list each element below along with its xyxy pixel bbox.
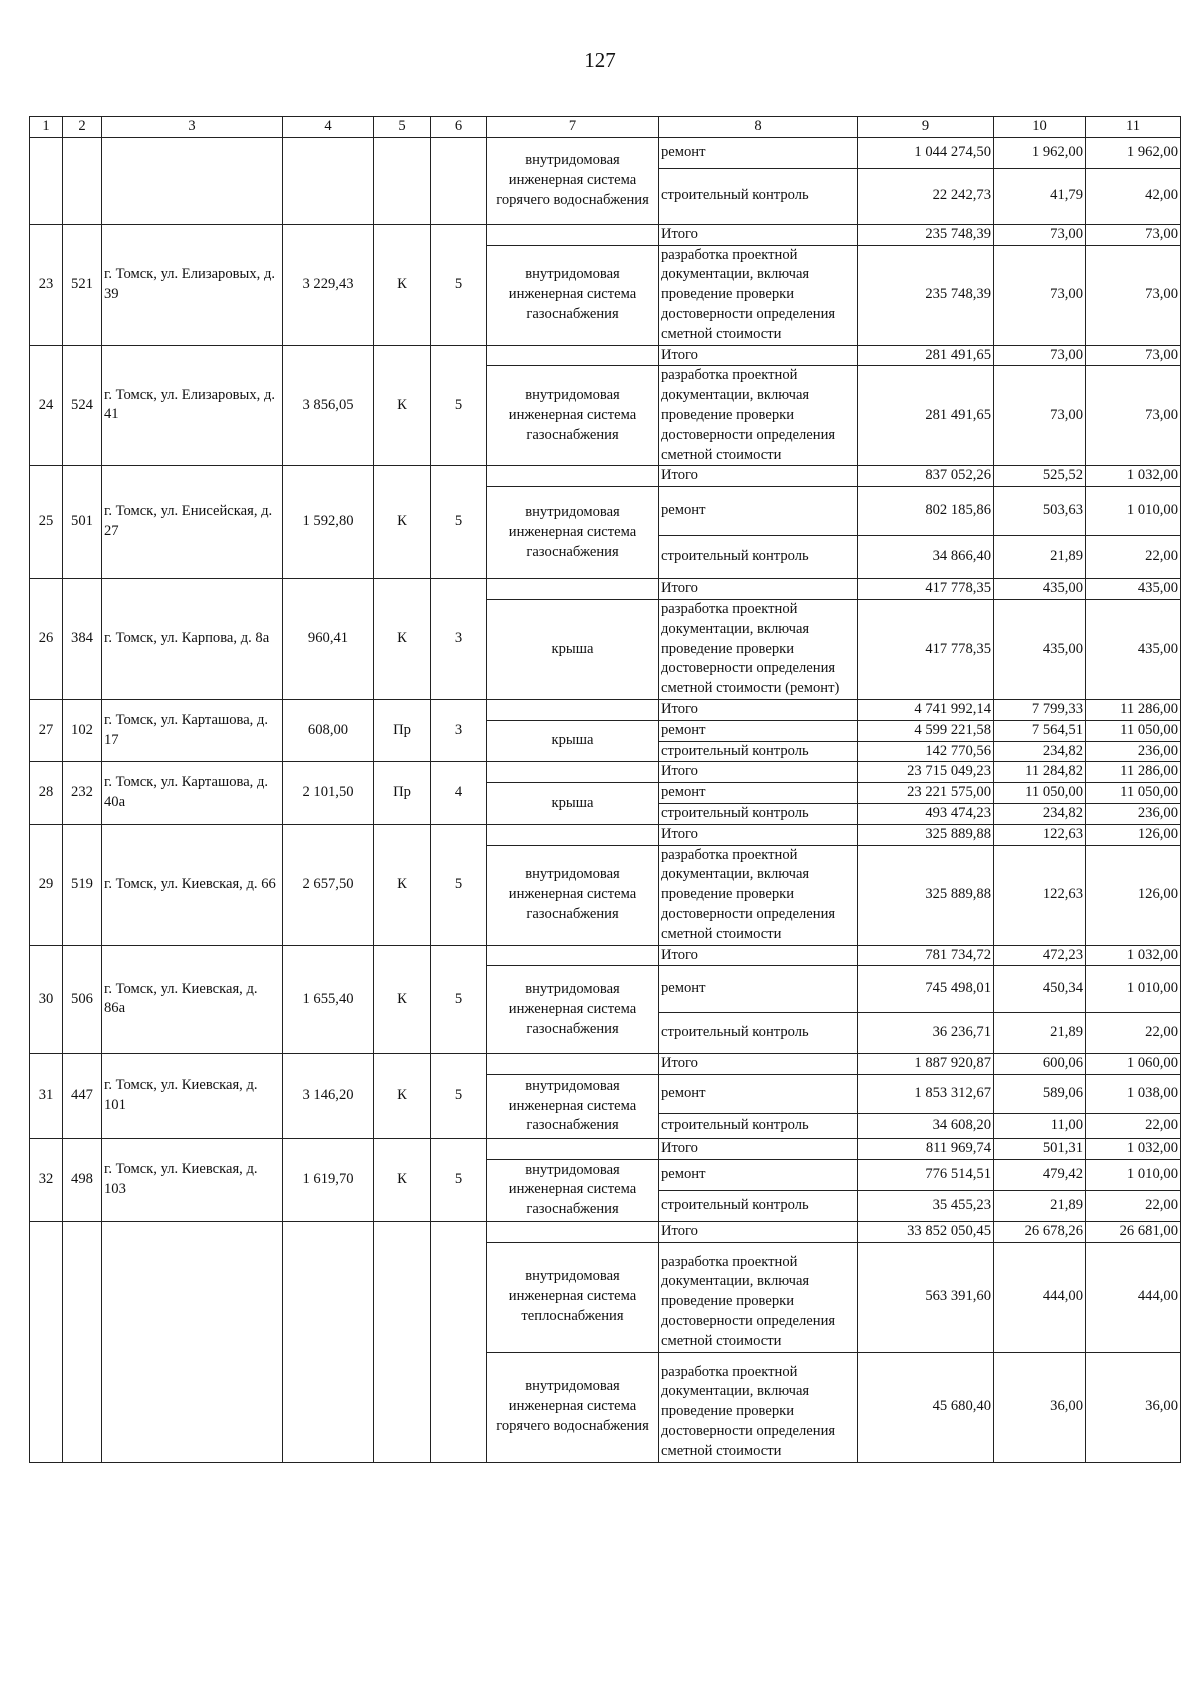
system-cell: крыша xyxy=(487,783,659,825)
system-cell: крыша xyxy=(487,720,659,762)
total-cost-cell: 811 969,74 xyxy=(858,1139,994,1160)
column-header: 5 xyxy=(374,117,431,138)
work-cell: ремонт xyxy=(659,487,858,536)
total-limit-cell: 73,00 xyxy=(1086,224,1181,245)
table-row xyxy=(30,1054,1181,1075)
work-cell: строительный контроль xyxy=(659,536,858,579)
object-id-cell: 447 xyxy=(63,1054,102,1139)
type-cell: К xyxy=(374,466,431,579)
system-cell: внутридомовая инженерная система газоснабжения xyxy=(487,487,659,579)
address-cell: г. Томск, ул. Киевская, д. 101 xyxy=(102,1054,283,1139)
work-cell: строительный контроль xyxy=(659,1114,858,1139)
column-number-row xyxy=(30,117,1181,138)
row-number-cell xyxy=(30,1221,63,1462)
type-cell: Пр xyxy=(374,762,431,824)
area-cell xyxy=(283,137,374,224)
type-cell: Пр xyxy=(374,699,431,761)
cost-cell: 35 455,23 xyxy=(858,1190,994,1221)
address-cell: г. Томск, ул. Карташова, д. 40а xyxy=(102,762,283,824)
object-id-cell: 524 xyxy=(63,345,102,466)
total-limit-cell: 1 060,00 xyxy=(1086,1054,1181,1075)
unit-cost-cell: 122,63 xyxy=(994,845,1086,945)
total-cost-cell: 1 887 920,87 xyxy=(858,1054,994,1075)
limit-cell: 1 962,00 xyxy=(1086,137,1181,168)
table-row xyxy=(30,762,1181,783)
total-unit-cell: 472,23 xyxy=(994,945,1086,966)
total-limit-cell: 73,00 xyxy=(1086,345,1181,366)
total-limit-cell: 1 032,00 xyxy=(1086,945,1181,966)
address-cell: г. Томск, ул. Киевская, д. 66 xyxy=(102,824,283,945)
system-cell: внутридомовая инженерная система горячего водоснабжения xyxy=(487,137,659,224)
total-label-cell: Итого xyxy=(659,762,858,783)
work-cell: разработка проектной документации, включая проведение проверки достоверности определения сметной стоимости xyxy=(659,1352,858,1462)
total-unit-cell: 11 284,82 xyxy=(994,762,1086,783)
limit-cell: 444,00 xyxy=(1086,1242,1181,1352)
total-label-cell: Итого xyxy=(659,699,858,720)
object-id-cell: 498 xyxy=(63,1139,102,1222)
object-id-cell: 506 xyxy=(63,945,102,1054)
work-cell: строительный контроль xyxy=(659,1190,858,1221)
address-cell: г. Томск, ул. Карташова, д. 17 xyxy=(102,699,283,761)
limit-cell: 22,00 xyxy=(1086,1013,1181,1054)
cost-cell: 4 599 221,58 xyxy=(858,720,994,741)
limit-cell: 22,00 xyxy=(1086,1190,1181,1221)
limit-cell: 1 010,00 xyxy=(1086,487,1181,536)
level-cell: 5 xyxy=(431,466,487,579)
level-cell: 5 xyxy=(431,1054,487,1139)
area-cell: 1 619,70 xyxy=(283,1139,374,1222)
limit-cell: 42,00 xyxy=(1086,168,1181,224)
unit-cost-cell: 435,00 xyxy=(994,599,1086,699)
level-cell xyxy=(431,137,487,224)
total-cost-cell: 281 491,65 xyxy=(858,345,994,366)
total-label-cell: Итого xyxy=(659,1054,858,1075)
column-header: 6 xyxy=(431,117,487,138)
total-cost-cell: 325 889,88 xyxy=(858,824,994,845)
total-label-cell: Итого xyxy=(659,466,858,487)
total-limit-cell: 435,00 xyxy=(1086,579,1181,600)
system-cell xyxy=(487,579,659,600)
system-cell: внутридомовая инженерная система газоснабжения xyxy=(487,1159,659,1221)
total-unit-cell: 7 799,33 xyxy=(994,699,1086,720)
total-label-cell: Итого xyxy=(659,1221,858,1242)
total-unit-cell: 26 678,26 xyxy=(994,1221,1086,1242)
object-id-cell: 501 xyxy=(63,466,102,579)
row-number-cell: 29 xyxy=(30,824,63,945)
unit-cost-cell: 503,63 xyxy=(994,487,1086,536)
total-unit-cell: 600,06 xyxy=(994,1054,1086,1075)
type-cell: К xyxy=(374,1139,431,1222)
object-id-cell: 102 xyxy=(63,699,102,761)
level-cell xyxy=(431,1221,487,1462)
total-label-cell: Итого xyxy=(659,824,858,845)
work-cell: ремонт xyxy=(659,1075,858,1114)
repair-register-table xyxy=(29,116,1181,1463)
address-cell xyxy=(102,137,283,224)
limit-cell: 11 050,00 xyxy=(1086,720,1181,741)
level-cell: 4 xyxy=(431,762,487,824)
table-row xyxy=(30,579,1181,600)
table-row xyxy=(30,1139,1181,1160)
system-cell: внутридомовая инженерная система горячего водоснабжения xyxy=(487,1352,659,1462)
system-cell xyxy=(487,466,659,487)
total-cost-cell: 23 715 049,23 xyxy=(858,762,994,783)
area-cell: 608,00 xyxy=(283,699,374,761)
unit-cost-cell: 21,89 xyxy=(994,1190,1086,1221)
total-cost-cell: 781 734,72 xyxy=(858,945,994,966)
level-cell: 5 xyxy=(431,945,487,1054)
unit-cost-cell: 7 564,51 xyxy=(994,720,1086,741)
work-cell: ремонт xyxy=(659,966,858,1013)
limit-cell: 126,00 xyxy=(1086,845,1181,945)
object-id-cell: 519 xyxy=(63,824,102,945)
total-unit-cell: 122,63 xyxy=(994,824,1086,845)
cost-cell: 34 866,40 xyxy=(858,536,994,579)
system-cell: внутридомовая инженерная система газоснабжения xyxy=(487,1075,659,1139)
work-cell: строительный контроль xyxy=(659,168,858,224)
area-cell: 2 657,50 xyxy=(283,824,374,945)
address-cell: г. Томск, ул. Киевская, д. 103 xyxy=(102,1139,283,1222)
area-cell: 3 146,20 xyxy=(283,1054,374,1139)
unit-cost-cell: 36,00 xyxy=(994,1352,1086,1462)
total-unit-cell: 73,00 xyxy=(994,345,1086,366)
type-cell: К xyxy=(374,1054,431,1139)
system-cell: крыша xyxy=(487,599,659,699)
level-cell: 5 xyxy=(431,1139,487,1222)
cost-cell: 1 853 312,67 xyxy=(858,1075,994,1114)
limit-cell: 11 050,00 xyxy=(1086,783,1181,804)
level-cell: 3 xyxy=(431,699,487,761)
limit-cell: 1 010,00 xyxy=(1086,966,1181,1013)
total-cost-cell: 33 852 050,45 xyxy=(858,1221,994,1242)
column-header: 1 xyxy=(30,117,63,138)
limit-cell: 73,00 xyxy=(1086,366,1181,466)
area-cell: 1 655,40 xyxy=(283,945,374,1054)
total-cost-cell: 417 778,35 xyxy=(858,579,994,600)
address-cell: г. Томск, ул. Елизаровых, д. 41 xyxy=(102,345,283,466)
type-cell xyxy=(374,137,431,224)
row-number-cell: 25 xyxy=(30,466,63,579)
limit-cell: 236,00 xyxy=(1086,741,1181,762)
cost-cell: 745 498,01 xyxy=(858,966,994,1013)
total-unit-cell: 435,00 xyxy=(994,579,1086,600)
total-label-cell: Итого xyxy=(659,224,858,245)
object-id-cell: 384 xyxy=(63,579,102,700)
total-limit-cell: 126,00 xyxy=(1086,824,1181,845)
unit-cost-cell: 450,34 xyxy=(994,966,1086,1013)
unit-cost-cell: 21,89 xyxy=(994,536,1086,579)
system-cell xyxy=(487,824,659,845)
work-cell: разработка проектной документации, включая проведение проверки достоверности определения сметной стоимости xyxy=(659,1242,858,1352)
row-number-cell xyxy=(30,137,63,224)
table-row xyxy=(30,137,1181,168)
unit-cost-cell: 21,89 xyxy=(994,1013,1086,1054)
total-cost-cell: 4 741 992,14 xyxy=(858,699,994,720)
unit-cost-cell: 41,79 xyxy=(994,168,1086,224)
total-unit-cell: 501,31 xyxy=(994,1139,1086,1160)
unit-cost-cell: 73,00 xyxy=(994,245,1086,345)
total-label-cell: Итого xyxy=(659,579,858,600)
unit-cost-cell: 234,82 xyxy=(994,741,1086,762)
cost-cell: 802 185,86 xyxy=(858,487,994,536)
column-header: 8 xyxy=(659,117,858,138)
address-cell: г. Томск, ул. Енисейская, д. 27 xyxy=(102,466,283,579)
unit-cost-cell: 1 962,00 xyxy=(994,137,1086,168)
system-cell xyxy=(487,1221,659,1242)
work-cell: разработка проектной документации, включая проведение проверки достоверности определения сметной стоимости xyxy=(659,845,858,945)
row-number-cell: 28 xyxy=(30,762,63,824)
type-cell: К xyxy=(374,224,431,345)
level-cell: 5 xyxy=(431,345,487,466)
type-cell: К xyxy=(374,345,431,466)
limit-cell: 1 010,00 xyxy=(1086,1159,1181,1190)
system-cell: внутридомовая инженерная система газоснабжения xyxy=(487,845,659,945)
type-cell: К xyxy=(374,579,431,700)
limit-cell: 73,00 xyxy=(1086,245,1181,345)
row-number-cell: 30 xyxy=(30,945,63,1054)
work-cell: строительный контроль xyxy=(659,1013,858,1054)
row-number-cell: 32 xyxy=(30,1139,63,1222)
cost-cell: 36 236,71 xyxy=(858,1013,994,1054)
total-limit-cell: 11 286,00 xyxy=(1086,762,1181,783)
column-header: 7 xyxy=(487,117,659,138)
column-header: 4 xyxy=(283,117,374,138)
table-row xyxy=(30,224,1181,245)
page-number: 127 xyxy=(584,48,616,72)
object-id-cell xyxy=(63,1221,102,1462)
type-cell xyxy=(374,1221,431,1462)
table-row xyxy=(30,824,1181,845)
table-row xyxy=(30,1221,1181,1242)
total-unit-cell: 73,00 xyxy=(994,224,1086,245)
column-header: 2 xyxy=(63,117,102,138)
table-row xyxy=(30,466,1181,487)
unit-cost-cell: 444,00 xyxy=(994,1242,1086,1352)
work-cell: разработка проектной документации, включая проведение проверки достоверности определения сметной стоимости xyxy=(659,245,858,345)
total-label-cell: Итого xyxy=(659,945,858,966)
unit-cost-cell: 479,42 xyxy=(994,1159,1086,1190)
table-row xyxy=(30,699,1181,720)
total-unit-cell: 525,52 xyxy=(994,466,1086,487)
cost-cell: 325 889,88 xyxy=(858,845,994,945)
cost-cell: 34 608,20 xyxy=(858,1114,994,1139)
total-label-cell: Итого xyxy=(659,1139,858,1160)
cost-cell: 1 044 274,50 xyxy=(858,137,994,168)
limit-cell: 22,00 xyxy=(1086,536,1181,579)
type-cell: К xyxy=(374,945,431,1054)
cost-cell: 563 391,60 xyxy=(858,1242,994,1352)
area-cell: 3 856,05 xyxy=(283,345,374,466)
limit-cell: 36,00 xyxy=(1086,1352,1181,1462)
limit-cell: 435,00 xyxy=(1086,599,1181,699)
cost-cell: 45 680,40 xyxy=(858,1352,994,1462)
row-number-cell: 27 xyxy=(30,699,63,761)
column-header: 11 xyxy=(1086,117,1181,138)
address-cell: г. Томск, ул. Елизаровых, д. 39 xyxy=(102,224,283,345)
system-cell xyxy=(487,1054,659,1075)
system-cell: внутридомовая инженерная система газоснабжения xyxy=(487,366,659,466)
system-cell xyxy=(487,699,659,720)
cost-cell: 22 242,73 xyxy=(858,168,994,224)
unit-cost-cell: 11 050,00 xyxy=(994,783,1086,804)
level-cell: 3 xyxy=(431,579,487,700)
system-cell xyxy=(487,762,659,783)
limit-cell: 1 038,00 xyxy=(1086,1075,1181,1114)
system-cell: внутридомовая инженерная система теплоснабжения xyxy=(487,1242,659,1352)
work-cell: ремонт xyxy=(659,137,858,168)
area-cell: 1 592,80 xyxy=(283,466,374,579)
cost-cell: 281 491,65 xyxy=(858,366,994,466)
total-cost-cell: 837 052,26 xyxy=(858,466,994,487)
cost-cell: 142 770,56 xyxy=(858,741,994,762)
row-number-cell: 24 xyxy=(30,345,63,466)
table-row xyxy=(30,945,1181,966)
cost-cell: 23 221 575,00 xyxy=(858,783,994,804)
work-cell: ремонт xyxy=(659,1159,858,1190)
cost-cell: 493 474,23 xyxy=(858,803,994,824)
limit-cell: 236,00 xyxy=(1086,803,1181,824)
system-cell xyxy=(487,945,659,966)
total-limit-cell: 1 032,00 xyxy=(1086,466,1181,487)
area-cell: 3 229,43 xyxy=(283,224,374,345)
row-number-cell: 26 xyxy=(30,579,63,700)
work-cell: ремонт xyxy=(659,783,858,804)
unit-cost-cell: 73,00 xyxy=(994,366,1086,466)
area-cell xyxy=(283,1221,374,1462)
area-cell: 2 101,50 xyxy=(283,762,374,824)
type-cell: К xyxy=(374,824,431,945)
total-cost-cell: 235 748,39 xyxy=(858,224,994,245)
work-cell: разработка проектной документации, включая проведение проверки достоверности определения сметной стоимости xyxy=(659,366,858,466)
area-cell: 960,41 xyxy=(283,579,374,700)
unit-cost-cell: 11,00 xyxy=(994,1114,1086,1139)
object-id-cell: 521 xyxy=(63,224,102,345)
level-cell: 5 xyxy=(431,224,487,345)
cost-cell: 417 778,35 xyxy=(858,599,994,699)
total-limit-cell: 1 032,00 xyxy=(1086,1139,1181,1160)
address-cell: г. Томск, ул. Карпова, д. 8а xyxy=(102,579,283,700)
total-limit-cell: 26 681,00 xyxy=(1086,1221,1181,1242)
work-cell: строительный контроль xyxy=(659,741,858,762)
column-header: 9 xyxy=(858,117,994,138)
table-row xyxy=(30,345,1181,366)
column-header: 3 xyxy=(102,117,283,138)
limit-cell: 22,00 xyxy=(1086,1114,1181,1139)
address-cell xyxy=(102,1221,283,1462)
work-cell: строительный контроль xyxy=(659,803,858,824)
system-cell: внутридомовая инженерная система газоснабжения xyxy=(487,245,659,345)
address-cell: г. Томск, ул. Киевская, д. 86а xyxy=(102,945,283,1054)
unit-cost-cell: 234,82 xyxy=(994,803,1086,824)
level-cell: 5 xyxy=(431,824,487,945)
object-id-cell xyxy=(63,137,102,224)
column-header: 10 xyxy=(994,117,1086,138)
system-cell: внутридомовая инженерная система газоснабжения xyxy=(487,966,659,1054)
cost-cell: 776 514,51 xyxy=(858,1159,994,1190)
object-id-cell: 232 xyxy=(63,762,102,824)
row-number-cell: 31 xyxy=(30,1054,63,1139)
total-limit-cell: 11 286,00 xyxy=(1086,699,1181,720)
total-label-cell: Итого xyxy=(659,345,858,366)
cost-cell: 235 748,39 xyxy=(858,245,994,345)
work-cell: ремонт xyxy=(659,720,858,741)
system-cell xyxy=(487,345,659,366)
row-number-cell: 23 xyxy=(30,224,63,345)
system-cell xyxy=(487,1139,659,1160)
unit-cost-cell: 589,06 xyxy=(994,1075,1086,1114)
system-cell xyxy=(487,224,659,245)
work-cell: разработка проектной документации, включая проведение проверки достоверности определения сметной стоимости (ремонт) xyxy=(659,599,858,699)
